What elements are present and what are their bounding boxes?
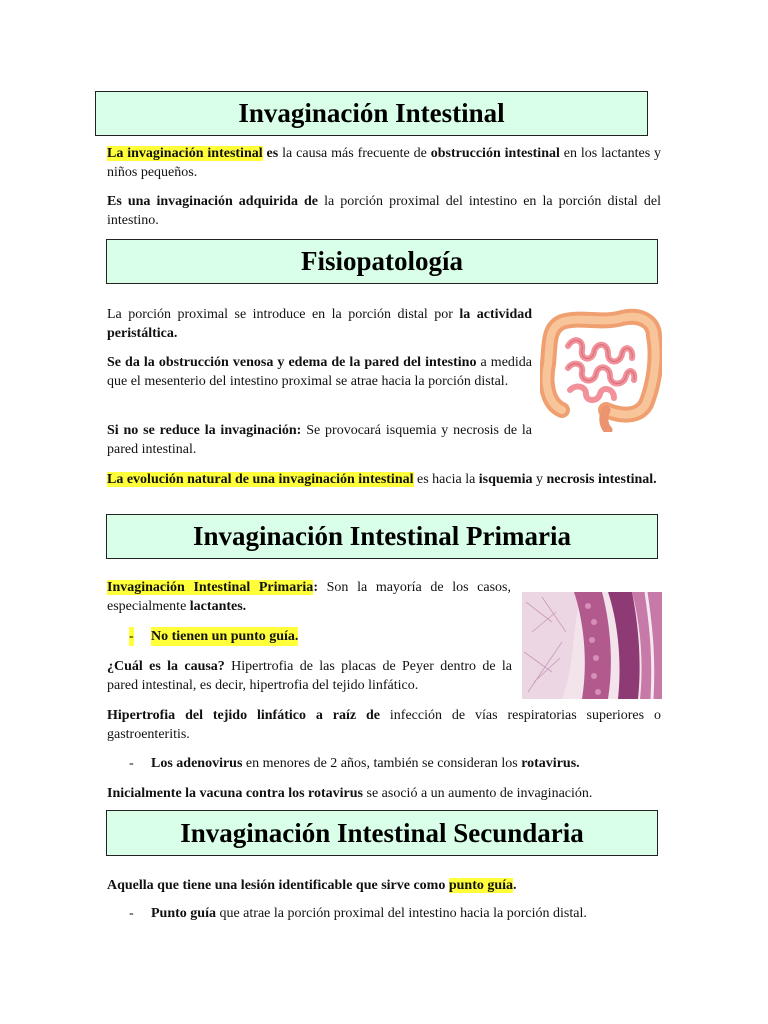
bold-text: rotavirus.: [521, 756, 580, 771]
fisio-paragraph-1: [107, 305, 532, 343]
bold-text: ¿Cuál es la causa?: [107, 659, 225, 674]
bullet-text: No tienen un punto guía.: [151, 629, 299, 644]
bold-text: Es una invaginación adquirida de: [107, 194, 319, 209]
highlight-term: La invaginación intestinal: [107, 146, 263, 161]
intro-paragraph-2: [107, 192, 661, 230]
bold-text: Aquella que tiene una lesión identificable que sirve como: [107, 878, 446, 893]
primaria-paragraph-4: [107, 784, 661, 803]
bullet-text: [151, 754, 580, 773]
bold-text: Inicialmente la vacuna contra los rotavirus: [107, 786, 364, 801]
bold-text: .: [513, 878, 517, 893]
bold-text: obstrucción intestinal: [430, 146, 560, 161]
fisio-paragraph-4: [107, 470, 661, 489]
text: es hacia la: [417, 472, 476, 487]
highlight-term: La evolución natural de una invaginación intestinal: [107, 472, 414, 487]
bold-text: necrosis intestinal.: [546, 472, 657, 487]
bullet-dash: -: [129, 629, 134, 644]
secundaria-paragraph-1: [107, 876, 661, 895]
text: en los lactantes y niños pequeños.: [107, 146, 662, 180]
bold-text: Si no se reduce la invaginación:: [107, 423, 302, 438]
primaria-paragraph-3: [107, 706, 661, 744]
bold-text: lactantes.: [189, 599, 247, 614]
highlight-term: Invaginación Intestinal Primaria: [107, 580, 314, 595]
bold-text: Hipertrofia del tejido linfático a raíz de: [107, 708, 380, 723]
title-invaginacion-intestinal: Invaginación Intestinal: [95, 91, 648, 136]
text: se asoció a un aumento de invaginación.: [366, 786, 593, 801]
primaria-paragraph-2: [107, 657, 512, 695]
primaria-paragraph-1: [107, 578, 511, 616]
bold-text: es: [266, 146, 279, 161]
text: a medida que el mesenterio del intestino proximal se atrae hacia la porción distal.: [107, 355, 533, 389]
bold-text: Se da la obstrucción venosa y edema de la pared del intestino: [107, 355, 477, 370]
fisio-paragraph-2: [107, 353, 532, 391]
bold-text: Los adenovirus: [151, 756, 243, 771]
text: en menores de 2 años, también se consideran los: [245, 756, 518, 771]
histology-image: [522, 592, 662, 699]
intestine-illustration: [540, 306, 662, 432]
title-invaginacion-secundaria: Invaginación Intestinal Secundaria: [106, 810, 658, 856]
bold-text: isquemia: [478, 472, 533, 487]
text: la causa más frecuente de: [282, 146, 427, 161]
title-invaginacion-primaria: Invaginación Intestinal Primaria: [106, 514, 658, 559]
highlight-term: punto guía: [448, 878, 514, 893]
bold-text: Punto guía: [151, 906, 216, 921]
intro-paragraph-1: [107, 144, 661, 182]
text: que atrae la porción proximal del intestino hacia la porción distal.: [219, 906, 587, 921]
text: Hipertrofia de las placas de Peyer dentro de la pared intestinal, es decir, hipertrofia del tejido linfático.: [107, 659, 512, 693]
text: infección de vías respiratorias superiores o gastroenteritis.: [107, 708, 661, 742]
text: la porción proximal del intestino en la porción distal del intestino.: [107, 194, 661, 228]
text: Se provocará isquemia y necrosis de la pared intestinal.: [107, 423, 533, 457]
text: y: [535, 472, 543, 487]
bold-text: la actividad peristáltica.: [107, 307, 533, 341]
bullet-text: [151, 904, 587, 923]
bullet-dash: -: [129, 756, 134, 771]
text: La porción proximal se introduce en la porción distal por: [107, 307, 453, 322]
title-fisiopatologia: Fisiopatología: [106, 239, 658, 284]
bold-text: :: [313, 580, 318, 595]
text: Son la mayoría de los casos, especialmente: [107, 580, 512, 614]
bullet-dash: -: [129, 906, 134, 921]
fisio-paragraph-3: [107, 421, 532, 459]
